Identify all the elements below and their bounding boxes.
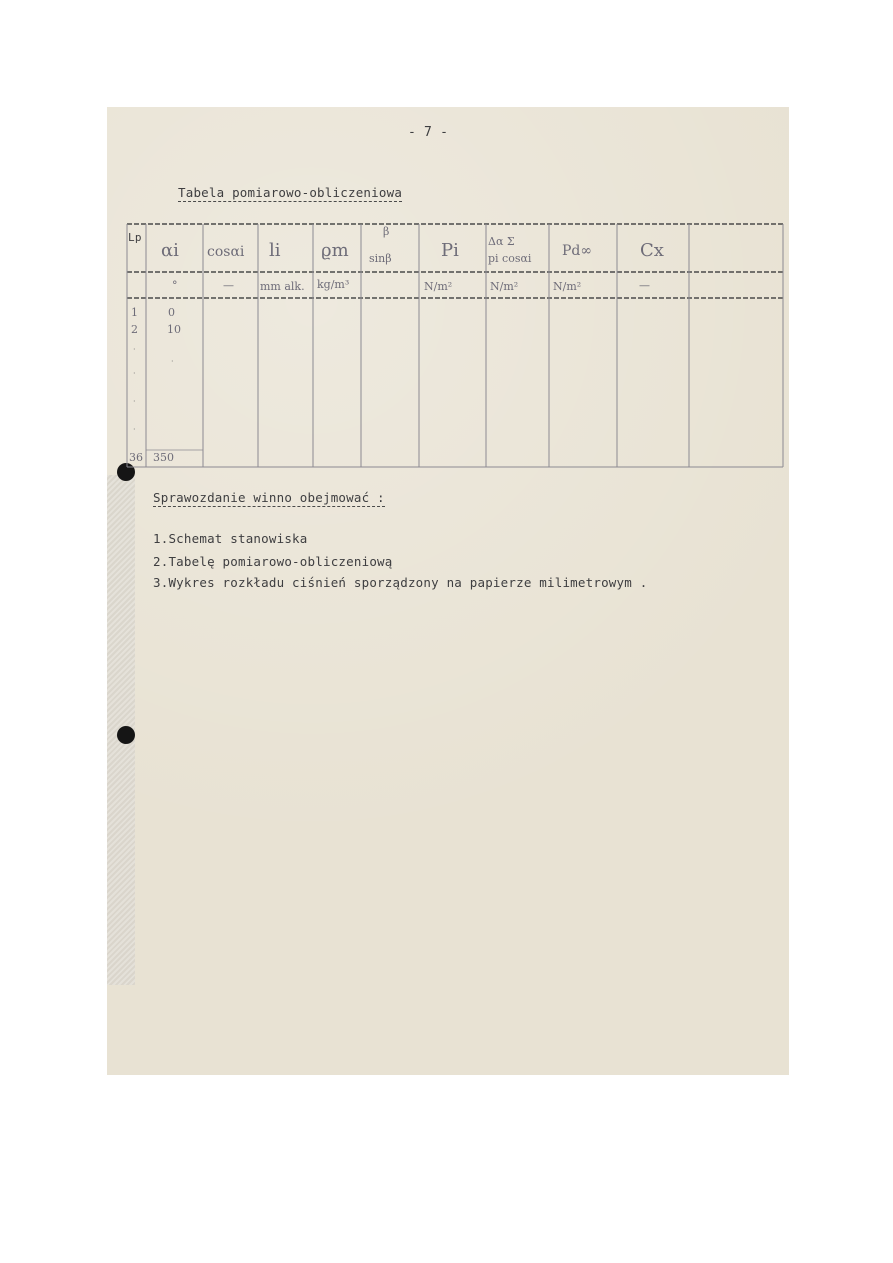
unit-cx: — xyxy=(639,279,650,292)
ellipsis-dot: · xyxy=(133,369,136,378)
unit-sum: N/m² xyxy=(490,280,519,293)
row-36-lp: 36 xyxy=(129,451,143,464)
unit-li: mm alk. xyxy=(260,280,305,293)
row-1-lp: 1 xyxy=(131,306,138,319)
unit-pi: N/m² xyxy=(424,280,453,293)
ellipsis-dot: · xyxy=(171,357,174,366)
measurement-table-grid xyxy=(107,107,789,507)
header-rho: ϱm xyxy=(321,240,349,261)
unit-pd: N/m² xyxy=(553,280,582,293)
unit-cos: — xyxy=(223,279,234,292)
header-cx: Cx xyxy=(640,240,664,261)
row-2-alpha: 10 xyxy=(167,323,181,336)
report-item-1: 1.Schemat stanowiska xyxy=(153,531,308,546)
header-lp: Lp xyxy=(128,231,142,244)
row-1-alpha: 0 xyxy=(168,306,175,319)
ellipsis-dot: · xyxy=(133,425,136,434)
report-item-3: 3.Wykres rozkładu ciśnień sporządzony na papierze milimetrowym . xyxy=(153,575,648,590)
ellipsis-dot: · xyxy=(133,345,136,354)
header-beta: β xyxy=(383,225,390,238)
header-sum-top: Δα Σ xyxy=(488,235,515,248)
ellipsis-dot: · xyxy=(133,397,136,406)
report-heading: Sprawozdanie winno obejmować : xyxy=(153,490,385,505)
header-pi: Pi xyxy=(441,240,459,261)
header-li: li xyxy=(269,240,281,261)
page-number: - 7 - xyxy=(408,125,449,140)
report-item-2: 2.Tabelę pomiarowo-obliczeniową xyxy=(153,554,393,569)
header-sin-beta: sinβ xyxy=(369,252,392,265)
table-title: Tabela pomiarowo-obliczeniowa xyxy=(178,185,403,200)
row-36-alpha: 350 xyxy=(153,451,174,464)
header-pd: Pd∞ xyxy=(562,243,593,259)
header-sum-bottom: pi cosαi xyxy=(488,252,532,265)
unit-rho: kg/m³ xyxy=(317,278,350,291)
unit-alpha: ° xyxy=(172,279,178,292)
row-2-lp: 2 xyxy=(131,323,138,336)
scanned-page xyxy=(107,107,789,1075)
header-alpha: αi xyxy=(161,240,179,261)
header-cos-alpha: cosαi xyxy=(207,244,245,260)
binding-hole-bottom xyxy=(117,726,135,744)
